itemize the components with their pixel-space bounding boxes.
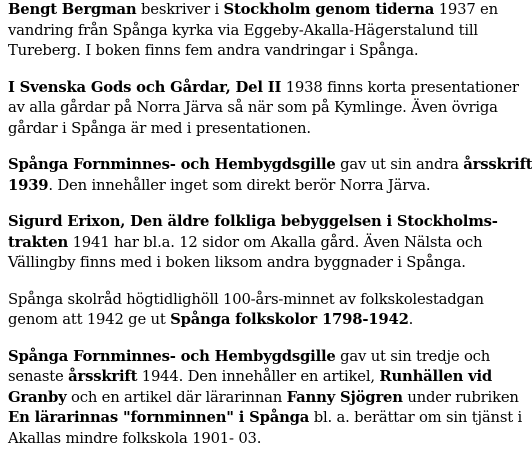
text-line (8, 310, 500, 331)
text-run: av alla gårdar på Norra Järva så när som på Kymlinge. Även övriga (8, 99, 498, 116)
bold-text: En lärarinnas "fornminnen" i Spånga (8, 409, 310, 426)
text-line (8, 233, 500, 254)
text-run: senaste (8, 368, 69, 385)
text-line (8, 0, 500, 21)
text-run: och en artikel där lärarinnan (66, 388, 287, 406)
bold-text: Runhällen vid (379, 368, 493, 385)
text-line (8, 155, 532, 176)
text-line (8, 388, 519, 409)
text-line (8, 21, 500, 42)
text-run: Spånga skolråd högtidlighöll 100-års-minnet av folkskolestadgan (8, 290, 484, 308)
text-run: gav ut sin andra (335, 156, 464, 173)
text-run: 1937 en (434, 1, 498, 18)
bold-text: I Svenska Gods och Gårdar, Del II (8, 78, 282, 96)
text-run: beskriver i (136, 1, 224, 18)
bold-text: Fanny Sjögren (286, 388, 403, 406)
text-run: . Den innehåller inget som direkt berör Norra Järva. (48, 176, 431, 194)
bold-text: årsskrift (68, 368, 138, 385)
text-line (8, 347, 500, 368)
text-run: Vällingby finns med i boken liksom andra byggnader i Spånga. (8, 254, 466, 271)
text-line (8, 119, 500, 140)
bold-text: 1939 (8, 176, 49, 194)
paragraph (8, 0, 500, 62)
bold-text: Stockholm genom tiderna (223, 1, 435, 18)
text-line (8, 429, 500, 450)
paragraph (8, 212, 500, 274)
text-run: . (408, 311, 414, 328)
paragraph (8, 78, 519, 140)
text-run: gårdar i Spånga är med i presentationen. (8, 119, 311, 137)
paragraph (8, 347, 523, 450)
bold-text: Bengt Bergman (8, 1, 137, 18)
bold-text: Spånga Fornminnes- och Hembygdsgille (8, 347, 336, 365)
text-run: gav ut sin tredje och (335, 347, 491, 365)
text-run: genom att 1942 ge ut (8, 311, 171, 328)
document-page (8, 0, 532, 465)
text-line (8, 78, 519, 99)
text-run: 1944. Den innehåller en artikel, (137, 368, 380, 385)
text-run: 1938 finns korta presentationer (281, 78, 519, 96)
paragraph (8, 290, 500, 331)
text-run: under rubriken (402, 388, 519, 406)
text-run: Tureberg. I boken finns fem andra vandringar i Spånga. (8, 42, 419, 59)
bold-text: Spånga folkskolor 1798-1942 (170, 311, 409, 328)
bold-text: årsskrift (463, 156, 532, 173)
text-line (8, 212, 500, 233)
bold-text: Sigurd Erixon, Den äldre folkliga bebyggelsen i Stockholms- (8, 213, 498, 230)
text-line (8, 98, 500, 119)
bold-text: Spånga Fornminnes- och Hembygdsgille (8, 156, 336, 173)
text-line (8, 41, 500, 62)
text-line (8, 290, 500, 311)
text-run: bl. a. berättar om sin tjänst i (309, 409, 523, 426)
paragraph (8, 155, 532, 196)
text-line (8, 253, 500, 274)
text-run: 1941 har bl.a. 12 sidor om Akalla gård. Även Nälsta och (68, 233, 483, 251)
bold-text: trakten (8, 233, 69, 251)
text-run: Akallas mindre folkskola 1901- 03. (8, 429, 262, 447)
text-line (8, 367, 500, 388)
text-line (8, 408, 523, 429)
text-run: vandring från Spånga kyrka via Eggeby-Akalla-Hägerstalund till (8, 21, 478, 39)
bold-text: Granby (8, 388, 67, 406)
text-line (8, 176, 500, 197)
